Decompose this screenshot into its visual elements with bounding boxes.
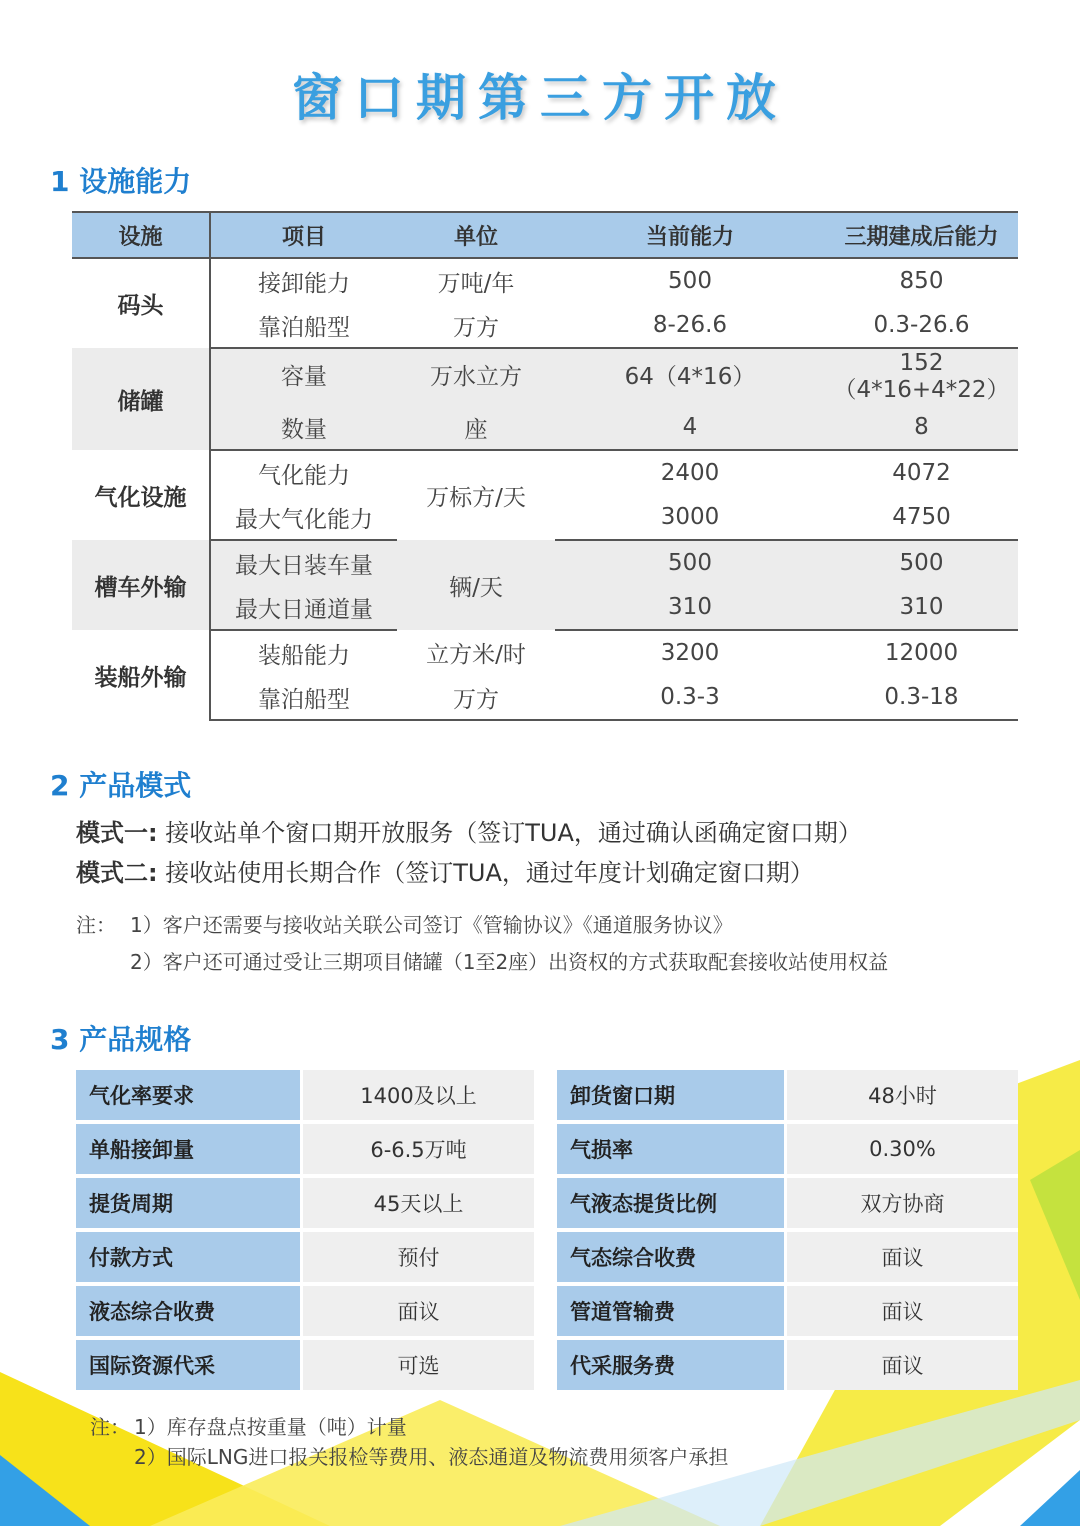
- spec-row: [557, 1232, 1018, 1286]
- current-cell: 4: [555, 405, 825, 450]
- section-heading-product-mode: 2 产品模式: [50, 769, 192, 802]
- spec-row: [557, 1124, 1018, 1178]
- future-cell: 0.3-18: [825, 675, 1018, 720]
- spec-value: 45天以上: [303, 1178, 534, 1232]
- spec-key: 卸货窗口期: [557, 1070, 787, 1124]
- table-row: [72, 675, 1018, 720]
- current-cell: 500: [668, 268, 712, 294]
- table-row: [72, 540, 1018, 585]
- current-cell: 310: [555, 585, 825, 630]
- unit-cell: 立方米/时: [426, 642, 526, 668]
- mode-label: 模式一:: [76, 819, 158, 847]
- future-value-line2: （4*16+4*22）: [833, 377, 1010, 403]
- spec-key: 单船接卸量: [76, 1124, 303, 1178]
- spec-row: [76, 1178, 534, 1232]
- spec-key: 气损率: [557, 1124, 787, 1178]
- item-cell: 装船能力: [258, 642, 350, 669]
- item-cell: 接卸能力: [258, 270, 350, 297]
- header-cell: 单位: [397, 212, 555, 258]
- spec-value: 0.30%: [787, 1124, 1018, 1178]
- header-cell: 设施: [72, 212, 210, 258]
- future-cell: 4072: [892, 460, 951, 486]
- current-cell: 3200: [660, 640, 720, 666]
- unit-cell: 万方: [397, 303, 555, 348]
- spec-value: 6-6.5万吨: [303, 1124, 534, 1178]
- future-cell: 310: [825, 585, 1018, 630]
- spec-table-left: [76, 1070, 534, 1390]
- unit-cell: 辆/天: [397, 540, 555, 630]
- spec-row: [76, 1286, 534, 1340]
- item-cell: 靠泊船型: [210, 303, 397, 348]
- current-cell: 2400: [660, 460, 720, 486]
- item-cell: 数量: [210, 405, 397, 450]
- unit-cell: 万水立方: [397, 348, 555, 405]
- spec-key: 提货周期: [76, 1178, 303, 1232]
- item-cell: 最大气化能力: [210, 495, 397, 540]
- spec-value: 预付: [303, 1232, 534, 1286]
- unit-cell: 万方: [397, 675, 555, 720]
- item-cell: 气化能力: [258, 462, 350, 489]
- spec-table-right: [557, 1070, 1018, 1390]
- note-label: 注：: [76, 913, 116, 937]
- spec-key: 气液态提货比例: [557, 1178, 787, 1232]
- spec-row: [76, 1232, 534, 1286]
- header-cell: 当前能力: [555, 212, 825, 258]
- item-cell: 容量: [210, 348, 397, 405]
- mode-one: [76, 813, 862, 848]
- facility-cell: 码头: [72, 258, 210, 348]
- future-value-line1: 152: [899, 350, 944, 376]
- future-cell: 8: [825, 405, 1018, 450]
- spec-value: 面议: [787, 1340, 1018, 1390]
- future-cell: 0.3-26.6: [825, 303, 1018, 348]
- spec-key: 气态综合收费: [557, 1232, 787, 1286]
- current-cell: 500: [555, 540, 825, 585]
- spec-value: 面议: [787, 1232, 1018, 1286]
- current-cell: 0.3-3: [555, 675, 825, 720]
- spec-row: [557, 1286, 1018, 1340]
- mode-two: [76, 853, 814, 888]
- facility-cell: 气化设施: [72, 450, 210, 540]
- spec-key: 管道管输费: [557, 1286, 787, 1340]
- item-cell: 最大日装车量: [210, 540, 397, 585]
- facility-capacity-table: [72, 211, 1018, 721]
- spec-key: 国际资源代采: [76, 1340, 303, 1390]
- unit-cell: 万吨/年: [437, 270, 515, 297]
- page-title: 窗口期第三方开放: [292, 69, 788, 127]
- note-item: 1）库存盘点按重量（吨）计量: [134, 1415, 407, 1439]
- note-label: 注：: [90, 1415, 130, 1439]
- future-cell: 12000: [884, 640, 959, 666]
- spec-row: [76, 1070, 534, 1124]
- future-cell: 4750: [825, 495, 1018, 540]
- facility-cell: 储罐: [72, 348, 210, 450]
- section-heading-product-spec: 3 产品规格: [50, 1023, 192, 1056]
- future-cell: [825, 348, 1018, 405]
- spec-value: 48小时: [787, 1070, 1018, 1124]
- spec-key: 液态综合收费: [76, 1286, 303, 1340]
- facility-cell: 装船外输: [72, 630, 210, 720]
- spec-row: [76, 1340, 534, 1390]
- spec-value: 可选: [303, 1340, 534, 1390]
- table-row: [72, 348, 1018, 405]
- spec-row: [76, 1124, 534, 1178]
- item-cell: 靠泊船型: [210, 675, 397, 720]
- header-cell: 项目: [210, 212, 397, 258]
- spec-value: 面议: [303, 1286, 534, 1340]
- unit-cell: 万标方/天: [426, 485, 526, 511]
- table-row: [72, 450, 1018, 495]
- mode-text: 接收站使用长期合作（签订TUA，通过年度计划确定窗口期）: [165, 859, 814, 887]
- table-row: [72, 303, 1018, 348]
- spec-row: [557, 1178, 1018, 1232]
- future-cell: 850: [899, 268, 944, 294]
- table-row: [72, 630, 1018, 675]
- table-row: [72, 258, 1018, 303]
- spec-value: 面议: [787, 1286, 1018, 1340]
- table-header-row: [72, 212, 1018, 258]
- note-item: 2）客户还可通过受让三期项目储罐（1至2座）出资权的方式获取配套接收站使用权益: [130, 950, 889, 974]
- current-cell: 3000: [555, 495, 825, 540]
- spec-value: 1400及以上: [303, 1070, 534, 1124]
- mode-label: 模式二:: [76, 859, 158, 887]
- spec-key: 代采服务费: [557, 1340, 787, 1390]
- mode-text: 接收站单个窗口期开放服务（签订TUA，通过确认函确定窗口期）: [165, 819, 862, 847]
- note-item: 2）国际LNG进口报关报检等费用、液态通道及物流费用须客户承担: [134, 1445, 729, 1469]
- spec-key: 气化率要求: [76, 1070, 303, 1124]
- unit-cell: 座: [397, 405, 555, 450]
- header-cell: 三期建成后能力: [825, 212, 1018, 258]
- current-cell: 64（4*16）: [555, 348, 825, 405]
- note-item: 1）客户还需要与接收站关联公司签订《管输协议》《通道服务协议》: [130, 913, 733, 937]
- spec-row: [557, 1070, 1018, 1124]
- current-cell: 8-26.6: [555, 303, 825, 348]
- future-cell: 500: [825, 540, 1018, 585]
- table-row: [72, 405, 1018, 450]
- facility-cell: 槽车外输: [72, 540, 210, 630]
- spec-row: [557, 1340, 1018, 1390]
- spec-key: 付款方式: [76, 1232, 303, 1286]
- item-cell: 最大日通道量: [210, 585, 397, 630]
- deco-blue-right: [1020, 1470, 1080, 1526]
- section-heading-facility: 1 设施能力: [50, 165, 192, 198]
- spec-value: 双方协商: [787, 1178, 1018, 1232]
